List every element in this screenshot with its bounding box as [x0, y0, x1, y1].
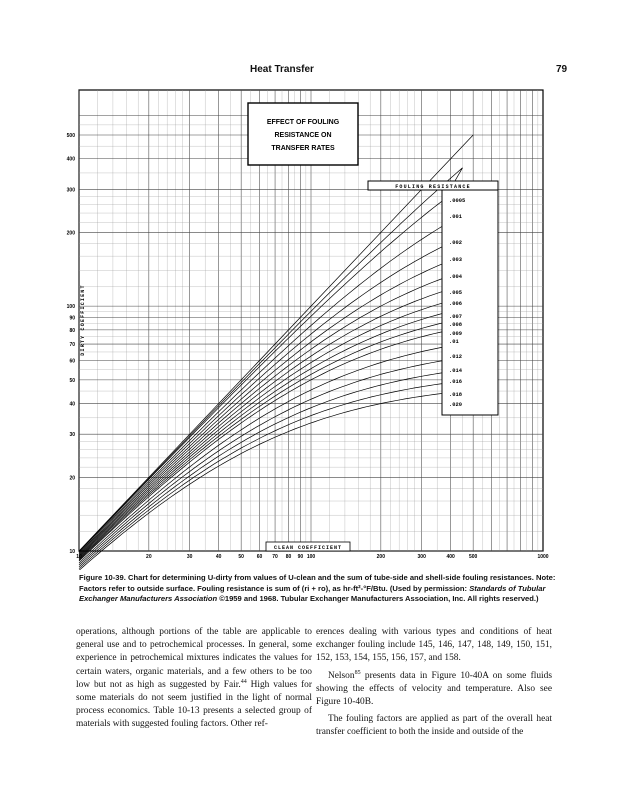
x-axis-label-box — [266, 542, 350, 551]
x-tick-label: 200 — [376, 554, 386, 560]
x-tick-label: 400 — [446, 554, 455, 560]
page-number: 79 — [556, 64, 568, 75]
x-tick-label: 1000 — [537, 554, 549, 560]
x-tick-label: 30 — [186, 554, 193, 560]
y-tick-label: 20 — [69, 475, 75, 482]
x-tick-label: 300 — [417, 554, 426, 560]
legend-entry: .009 — [449, 331, 462, 337]
legend-entry: .012 — [449, 354, 462, 360]
paragraph — [316, 670, 552, 710]
legend-entry: .0005 — [449, 198, 466, 204]
legend-entry: .008 — [449, 322, 462, 328]
y-tick-label: 50 — [69, 377, 75, 384]
paragraph — [316, 626, 552, 666]
paragraph — [316, 713, 552, 739]
legend-entry: .005 — [449, 290, 462, 296]
legend-entry: .003 — [449, 257, 462, 263]
x-tick-label: 100 — [306, 554, 316, 560]
x-tick-label: 60 — [256, 554, 263, 560]
body-column-left — [76, 626, 312, 736]
x-axis-label: CLEAN COEFFICIENT — [273, 545, 343, 551]
paragraph-text: erences dealing with various types and conditions of heat exchanger fouling include 145, 146, 147, 148, 149, 150, 151, 152, 153, 154, 155, 156, 157, and 158. — [316, 627, 552, 664]
y-tick-label: 40 — [69, 401, 75, 408]
x-tick-label: 500 — [468, 554, 478, 560]
y-tick-label: 400 — [66, 156, 75, 163]
running-header-title: Heat Transfer — [250, 64, 314, 75]
caption-tail: ©1959 and 1968. Tubular Exchanger Manufacturers Association, Inc. All rights reserved.) — [217, 594, 539, 603]
chart-title-line-1: EFFECT OF FOULING — [266, 119, 340, 126]
figure-caption — [79, 573, 559, 605]
y-axis-label: DIRTY COEFFICIENT — [80, 284, 86, 356]
y-tick-label: 60 — [69, 358, 75, 365]
paragraph-text: operations, although portions of the table are applicable to general use and to petrochemical processes. In general, some experience in petrochemical mixtures indicates the values for certain waters, organic materials, and a few others to be too low but not as high as suggested by Fair. — [76, 627, 312, 690]
caption-source: Standards of Tubular Exchanger Manufacturers Association — [79, 583, 546, 603]
caption-label: Figure 10-39. — [79, 573, 126, 582]
x-tick-label: 40 — [215, 554, 222, 560]
y-tick-label: 200 — [66, 230, 75, 237]
y-tick-label: 300 — [66, 187, 75, 194]
legend-entry: .020 — [449, 402, 462, 408]
title-box — [248, 103, 358, 165]
paragraph-text: Nelson — [328, 670, 355, 681]
paragraph-text: presents data in Figure 10-40A on some fluids showing the effects of velocity and temperature. Also see Figure 10-40B. — [316, 670, 552, 708]
legend-entry: .001 — [449, 214, 462, 220]
paragraph — [76, 626, 312, 732]
x-tick-label: 90 — [297, 554, 304, 560]
y-tick-label: 90 — [69, 315, 75, 322]
legend-entry: .004 — [449, 274, 462, 280]
legend-entry: .014 — [449, 368, 462, 374]
chart-title-line-2: RESISTANCE ON — [274, 132, 332, 139]
legend-entry: .018 — [449, 392, 462, 398]
x-tick-label: 20 — [146, 554, 152, 560]
legend-entry: .007 — [449, 314, 462, 320]
caption-text: Chart for determining U-dirty from values of U-clean and the sum of tube-side and shell-side fouling resistances. Note: Factors refer to outside surface. Fouling resistance is sum of (ri + ro), as hr-ft²-°F/Btu. (Used by permission: — [79, 573, 556, 593]
legend-entry: .016 — [449, 379, 462, 385]
paragraph-text: High values for some materials do not seem justified in the light of normal process economics. Table 10-13 presents a selected group of materials with suggested fouling factors. Other ref- — [76, 679, 312, 730]
y-tick-label: 80 — [69, 327, 75, 334]
y-tick-label: 100 — [66, 304, 75, 311]
y-tick-label: 500 — [66, 133, 75, 139]
citation: 44 — [240, 678, 247, 685]
legend-entry: .006 — [449, 301, 462, 307]
x-tick-label: 50 — [238, 554, 244, 560]
legend-title: FOULING RESISTANCE — [395, 184, 471, 190]
y-tick-label: 10 — [69, 549, 75, 555]
y-tick-label: 70 — [69, 342, 75, 349]
legend-entry: .002 — [449, 240, 462, 246]
legend-entry: .01 — [449, 339, 459, 345]
y-tick-label: 30 — [69, 432, 75, 439]
paragraph-text: The fouling factors are applied as part of the overall heat transfer coefficient to both the inside and outside of the — [316, 714, 552, 738]
citation: 85 — [354, 669, 361, 676]
body-column-right — [316, 626, 552, 744]
x-tick-label: 70 — [272, 554, 278, 560]
chart-title-line-3: TRANSFER RATES — [271, 145, 335, 152]
x-tick-label: 10 — [76, 554, 82, 560]
x-tick-label: 80 — [285, 554, 292, 560]
